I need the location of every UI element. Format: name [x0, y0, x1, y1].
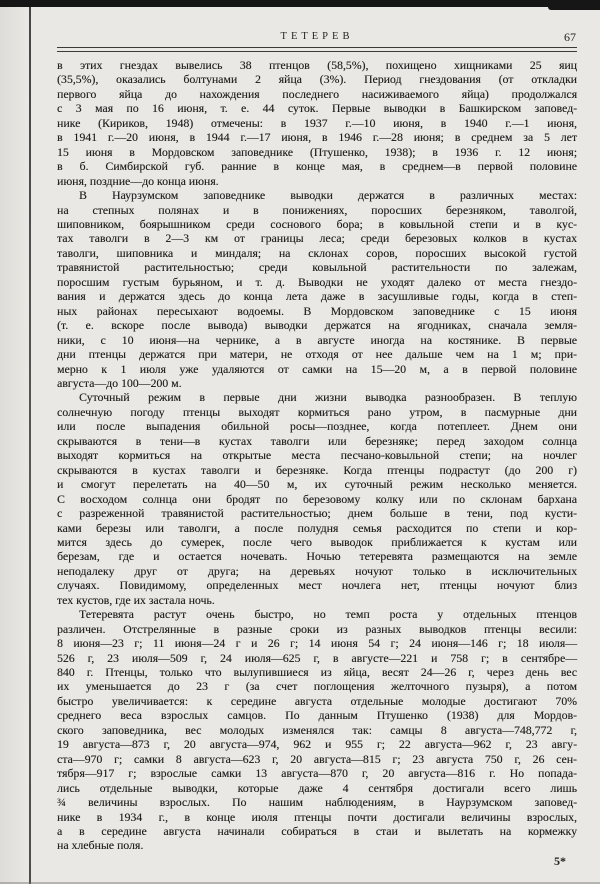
text-line: ста—970 г; самки 8 августа—623 г, 20 августа—815 г; 23 августа 750 г, 26 сен- — [57, 751, 577, 766]
text-line: таволги, шиповника и миндаля; на склонах соров, поросших высокой густой — [57, 245, 577, 260]
text-line: ками березы или таволги, а после полудня семья расходится по степи и кор- — [57, 520, 577, 535]
text-line: 19 августа—873 г, 20 августа—974, 962 и 955 г; 22 августа—962 г, 23 авгу- — [57, 737, 577, 752]
text-line: или после выпадения обильной росы—позднее, когда потеплеет. Днем они — [57, 419, 577, 434]
text-line: 15 июня в Мордовском заповеднике (Птушенко, 1938); в 1936 г. 12 июня; — [57, 144, 577, 159]
text-line: августа—до 100—200 м. — [57, 375, 182, 390]
text-line: неподалеку друг от друга; на деревьях ночуют только в исключительных — [57, 563, 577, 578]
text-line: быстро увеличивается: к середине августа отдельные молодые достигают 70% — [57, 693, 577, 708]
text-line: (35,5%), оказались болтунами 2 яйца (3%). Период гнездования (от откладки — [57, 72, 577, 87]
text-line: в 1941 г.—20 июня, в 1944 г.—17 июня, в 1946 г.—28 июня; в среднем за 5 лет — [57, 130, 577, 145]
text-line: ники, с 10 июня—на чернике, а в августе иногда на костянике. В первые — [57, 332, 577, 347]
printers-signature-mark: 5* — [554, 854, 566, 868]
scan-top-edge — [0, 0, 600, 7]
running-title: ТЕТЕРЕВ — [280, 31, 354, 42]
text-line: на степных полянах и в понижениях, поросших березняком, таволгой, — [57, 202, 577, 217]
text-line: выходят кормиться на открытые места песчано-ковыльной степи; на ночлег — [57, 448, 577, 463]
text-line: поросшим густым бурьяном, и т. д. Выводки не уходят далеко от места гнездо- — [57, 274, 577, 289]
text-line: березам, где и остается ночевать. Ночью тетеревята размещаются на земле — [57, 549, 577, 564]
header-double-rule — [57, 47, 577, 52]
text-line: 526 г, 23 июля—509 г, 24 июля—625 г, в августе—221 и 758 г; в сентябре— — [57, 650, 577, 665]
text-line: ¾ величины взрослых. По нашим наблюдениям, в Наурзумском заповед- — [57, 795, 577, 810]
text-line: и смогут перелетать на 40—50 м, их суточный режим несколько меняется. — [57, 477, 577, 492]
paragraph — [57, 58, 577, 188]
text-line: в б. Симбирской губ. ранние в конце мая, в среднем—в первой половине — [57, 159, 577, 174]
text-line: шиповником, боярышником среди соснового бора; в ковыльной степи и в кус- — [57, 216, 577, 231]
text-line: первого яйца до нахождения последнего насиживаемого яйца) продолжался — [57, 86, 577, 101]
text-line: среднего веса взрослых самцов. По данным Птушенко (1938) для Мордов- — [57, 708, 577, 723]
text-line: скрываются в кустах таволги и березняке. Когда птенцы подрастут (до 200 г) — [57, 462, 577, 477]
text-line: дни птенцы держатся при матери, не отходя от нее дальше чем на 1 м; при- — [57, 347, 577, 362]
text-line: Суточный режим в первые дни жизни выводка разнообразен. В теплую — [79, 390, 577, 405]
text-line: Тетеревята растут очень быстро, но темп роста у отдельных птенцов — [79, 607, 577, 622]
text-line: нике (Кириков, 1948) отмечены: в 1937 г.—10 июня, в 1940 г.—1 июня, — [57, 115, 577, 130]
text-line: различен. Отстрелянные в разные сроки из разных выводков птенцы весили: — [57, 621, 577, 636]
text-line: их уменьшается до 23 г (за счет поглощения желточного пузыря), а потом — [57, 679, 577, 694]
text-line: тех кустов, где их застала ночь. — [57, 592, 215, 607]
text-line: с 3 мая по 16 июня, т. е. 44 суток. Первые выводки в Башкирском заповед- — [57, 101, 577, 116]
paragraph — [57, 607, 577, 853]
paragraph — [57, 188, 577, 390]
text-line: мерно к 1 июля уже удаляются от самки на 15—20 м, а в первой половине — [57, 361, 577, 376]
text-line: случаях. Повидимому, определенных мест ночлега нет, птенцы ночуют близ — [57, 578, 577, 593]
text-line: тах таволги в 2—3 км от границы леса; среди березовых колков в кустах — [57, 231, 577, 246]
text-line: на хлебные поля. — [57, 838, 144, 853]
text-line: ского заповедника, вес молодых изменялся так: самцы 8 августа—748,772 г, — [57, 722, 577, 737]
text-line: В Наурзумском заповеднике выводки держатся в различных местах: — [79, 188, 577, 203]
page-text — [57, 58, 577, 853]
text-line: вания и держатся здесь до конца лета даже в засушливые годы, когда в степ- — [57, 289, 577, 304]
text-line: лись отдельные выводки, которые даже 4 сентября достигали всего лишь — [57, 780, 577, 795]
text-line: нике в 1934 г., в конце июля птенцы почти достигали величины взрослых, — [57, 809, 577, 824]
text-line: (т. е. вскоре после вывода) выводки держатся на ягодниках, сначала земля- — [57, 318, 577, 333]
text-line: а в середине августа начинали собираться в стаи и вылетать на кормежку — [57, 824, 577, 839]
text-line: 8 июня—23 г; 11 июня—24 г и 26 г; 14 июня 54 г; 24 июня—146 г; 18 июля— — [57, 636, 577, 651]
text-line: С восходом солнца они бродят по березовому колку или по склонам бархана — [57, 491, 577, 506]
paragraph — [57, 390, 577, 607]
text-line: ных районах пересыхают водоемы. В Мордовском заповеднике с 15 июня — [57, 303, 577, 318]
text-line: 840 г. Птенцы, только что вылупившиеся из яйца, весят 24—26 г, через день вес — [57, 665, 577, 680]
page-number: 67 — [564, 30, 576, 44]
text-line: с разреженной травянистой растительностью; днем больше в тени, под кусти- — [57, 506, 577, 521]
running-header — [57, 31, 577, 45]
text-line: июня, поздние—до конца июня. — [57, 173, 219, 188]
scan-left-edge-line — [29, 0, 31, 884]
scan-left-edge-shade — [0, 0, 29, 884]
text-line: тября—917 г; взрослые самки 13 августа—870 г, 20 августа—816 г. Но попада- — [57, 766, 577, 781]
text-line: мится здесь до сумерек, после чего выводок приближается к кустам или — [57, 534, 577, 549]
text-line: скрываются в тени—в кустах таволги или березняке; перед заходом солнца — [57, 433, 577, 448]
text-line: в этих гнездах вывелись 38 птенцов (58,5%), похищено хищниками 25 яиц — [57, 58, 577, 72]
text-line: солнечную погоду птенцы выходят кормиться рано утром, в пасмурные дни — [57, 404, 577, 419]
text-line: травянистой растительностью; среди ковыльной растительности по залежам, — [57, 260, 577, 275]
